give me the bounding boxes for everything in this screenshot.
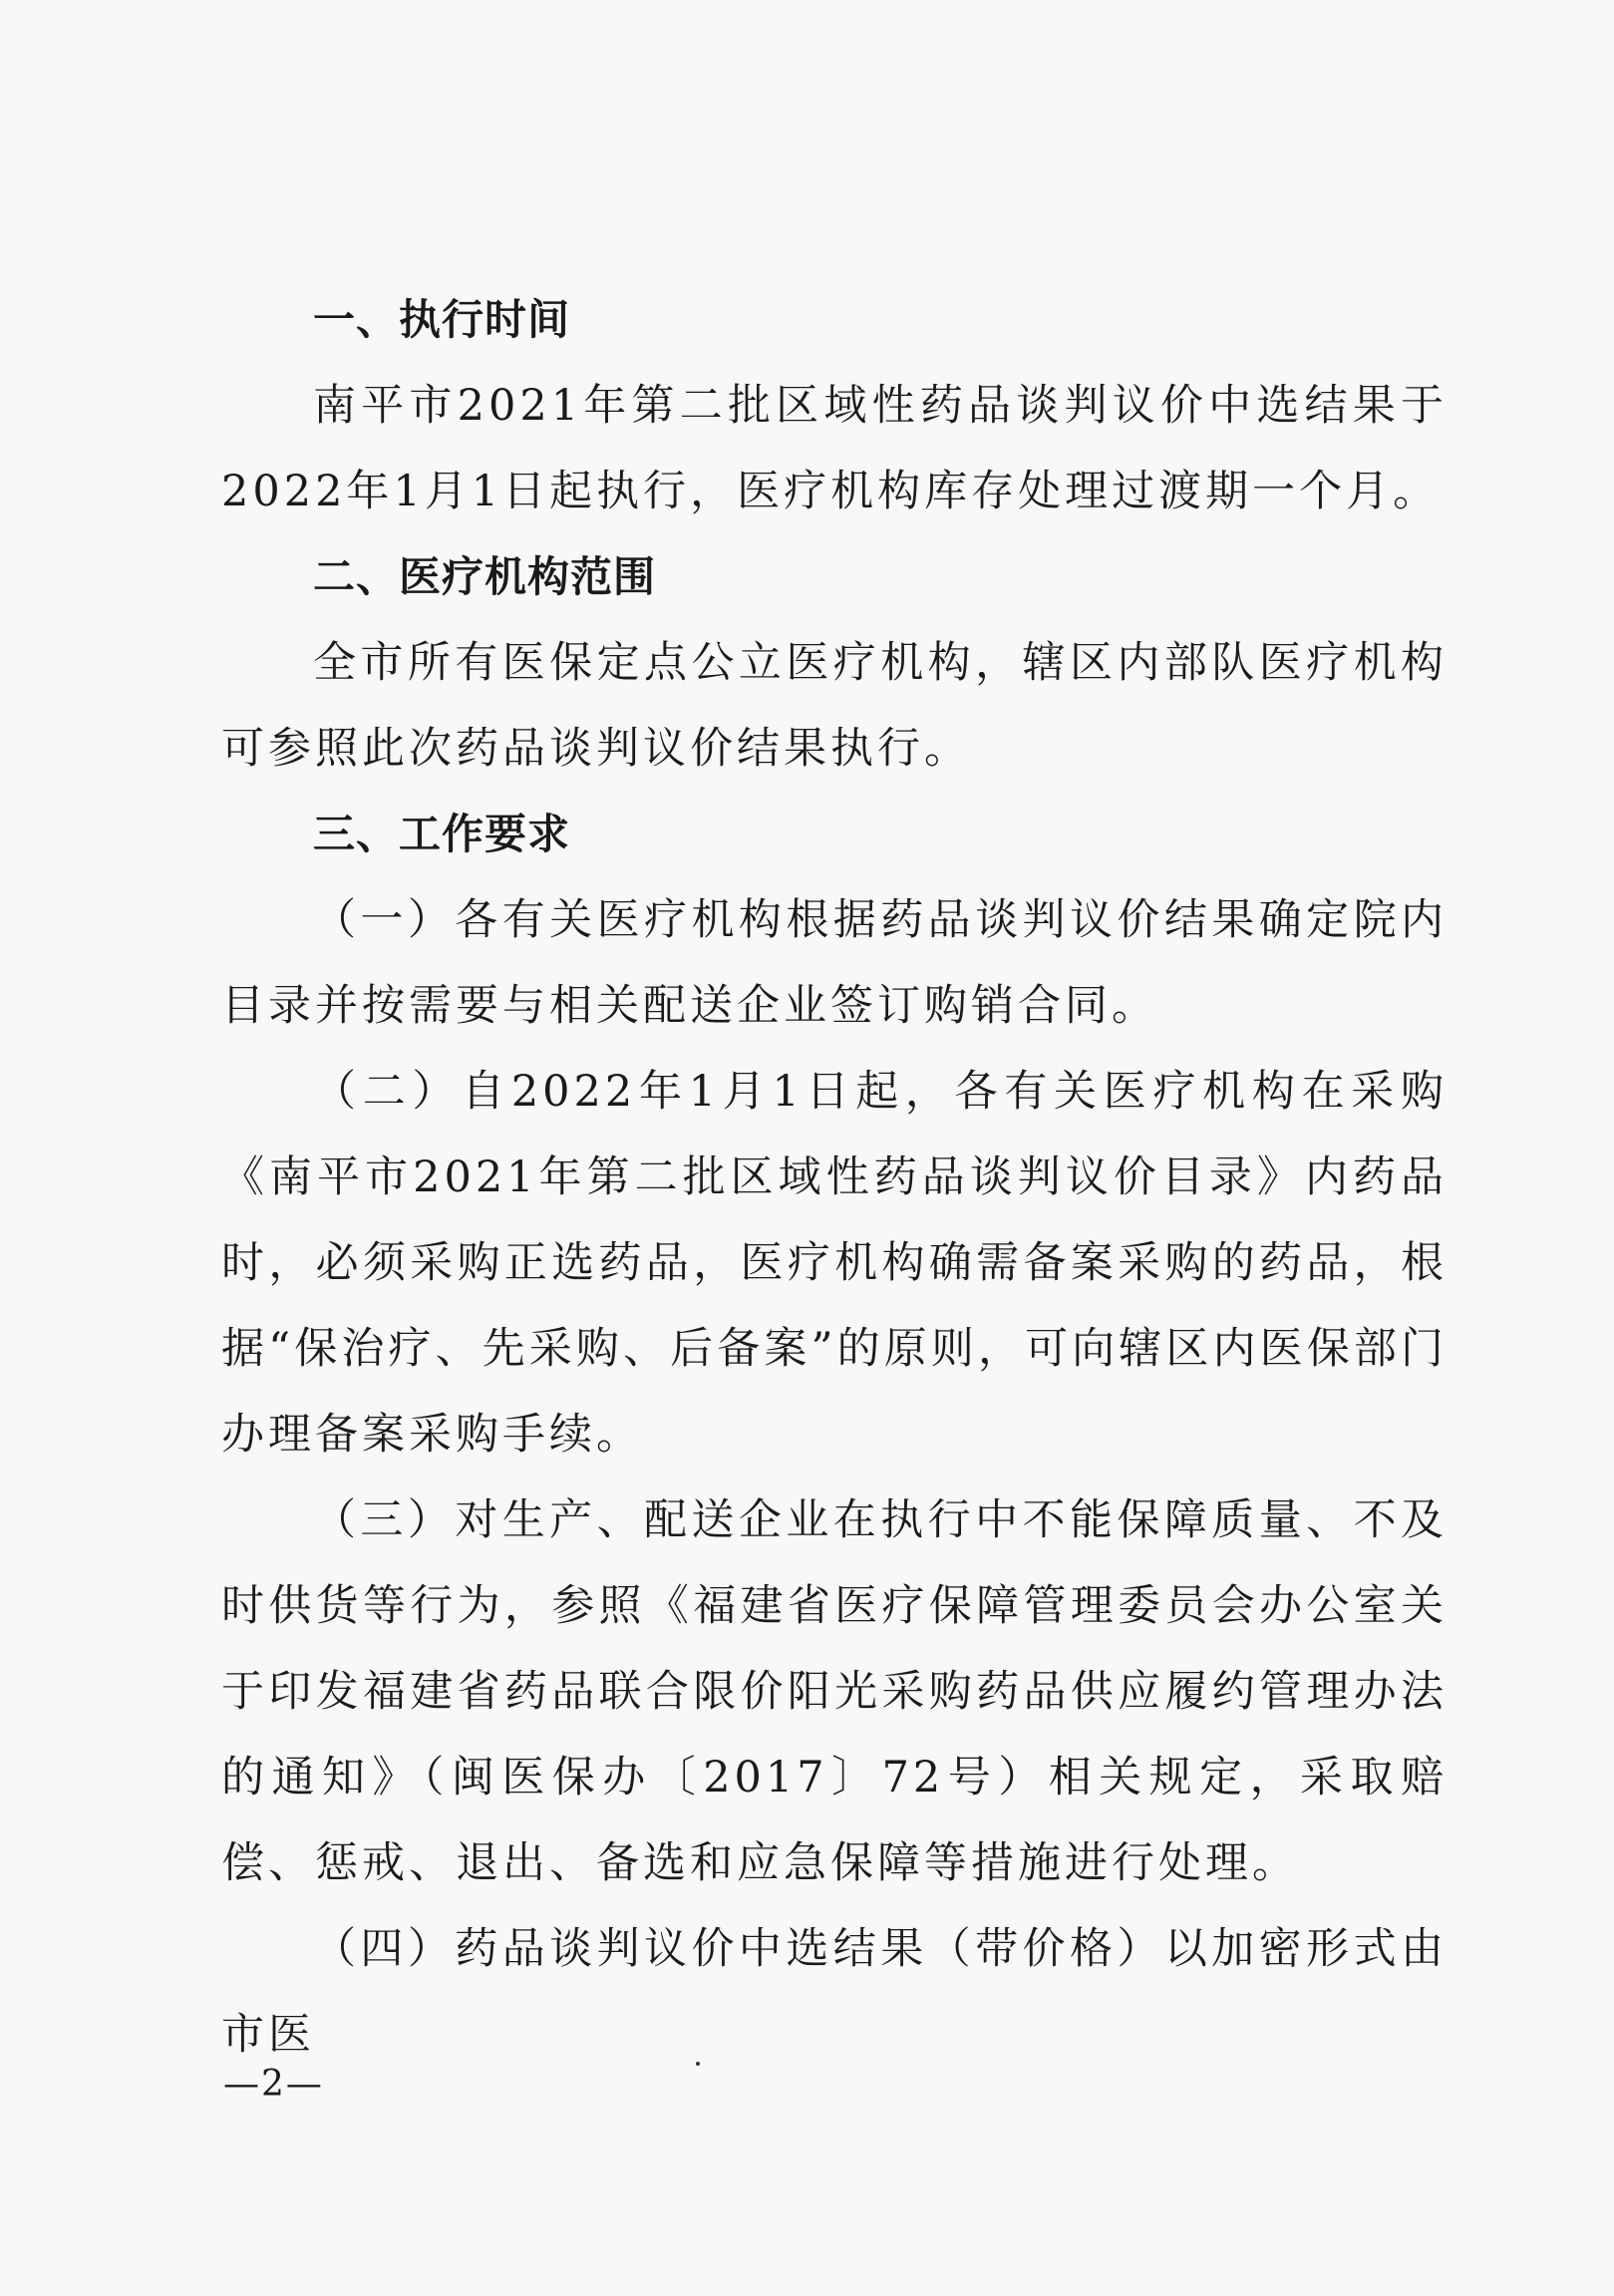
paragraph-institution-scope: 全市所有医保定点公立医疗机构，辖区内部队医疗机构可参照此次药品谈判议价结果执行。 <box>221 638 1448 774</box>
document-body <box>221 277 1448 2078</box>
scan-speck <box>696 2062 700 2066</box>
paragraph-requirement-1: （一）各有关医疗机构根据药品谈判议价结果确定院内目录并按需要与相关配送企业签订购销合同。 <box>221 895 1448 1031</box>
paragraph-requirement-4: （四）药品谈判议价中选结果（带价格）以加密形式由市医 <box>221 1924 1448 2060</box>
section-heading-work-requirements: 三、工作要求 <box>313 810 571 858</box>
paragraph-requirement-2: （二）自2022年1月1日起，各有关医疗机构在采购《南平市2021年第二批区域性药品谈判议价目录》内药品时，必须采购正选药品，医疗机构确需备案采购的药品，根据“保治疗、先采购、后备案”的原则，可向辖区内医保部门办理备案采购手续。 <box>221 1067 1448 1460</box>
section-heading-institution-scope: 二、医疗机构范围 <box>313 552 657 601</box>
paragraph-requirement-3: （三）对生产、配送企业在执行中不能保障质量、不及时供货等行为，参照《福建省医疗保障管理委员会办公室关于印发福建省药品联合限价阳光采购药品供应履约管理办法的通知》（闽医保办〔2017〕72号）相关规定，采取赔偿、惩戒、退出、备选和应急保障等措施进行处理。 <box>221 1495 1448 1888</box>
page-number: —2— <box>223 2064 324 2105</box>
paragraph-execution-time: 南平市2021年第二批区域性药品谈判议价中选结果于2022年1月1日起执行，医疗机构库存处理过渡期一个月。 <box>221 381 1448 516</box>
section-heading-execution-time: 一、执行时间 <box>313 295 571 344</box>
